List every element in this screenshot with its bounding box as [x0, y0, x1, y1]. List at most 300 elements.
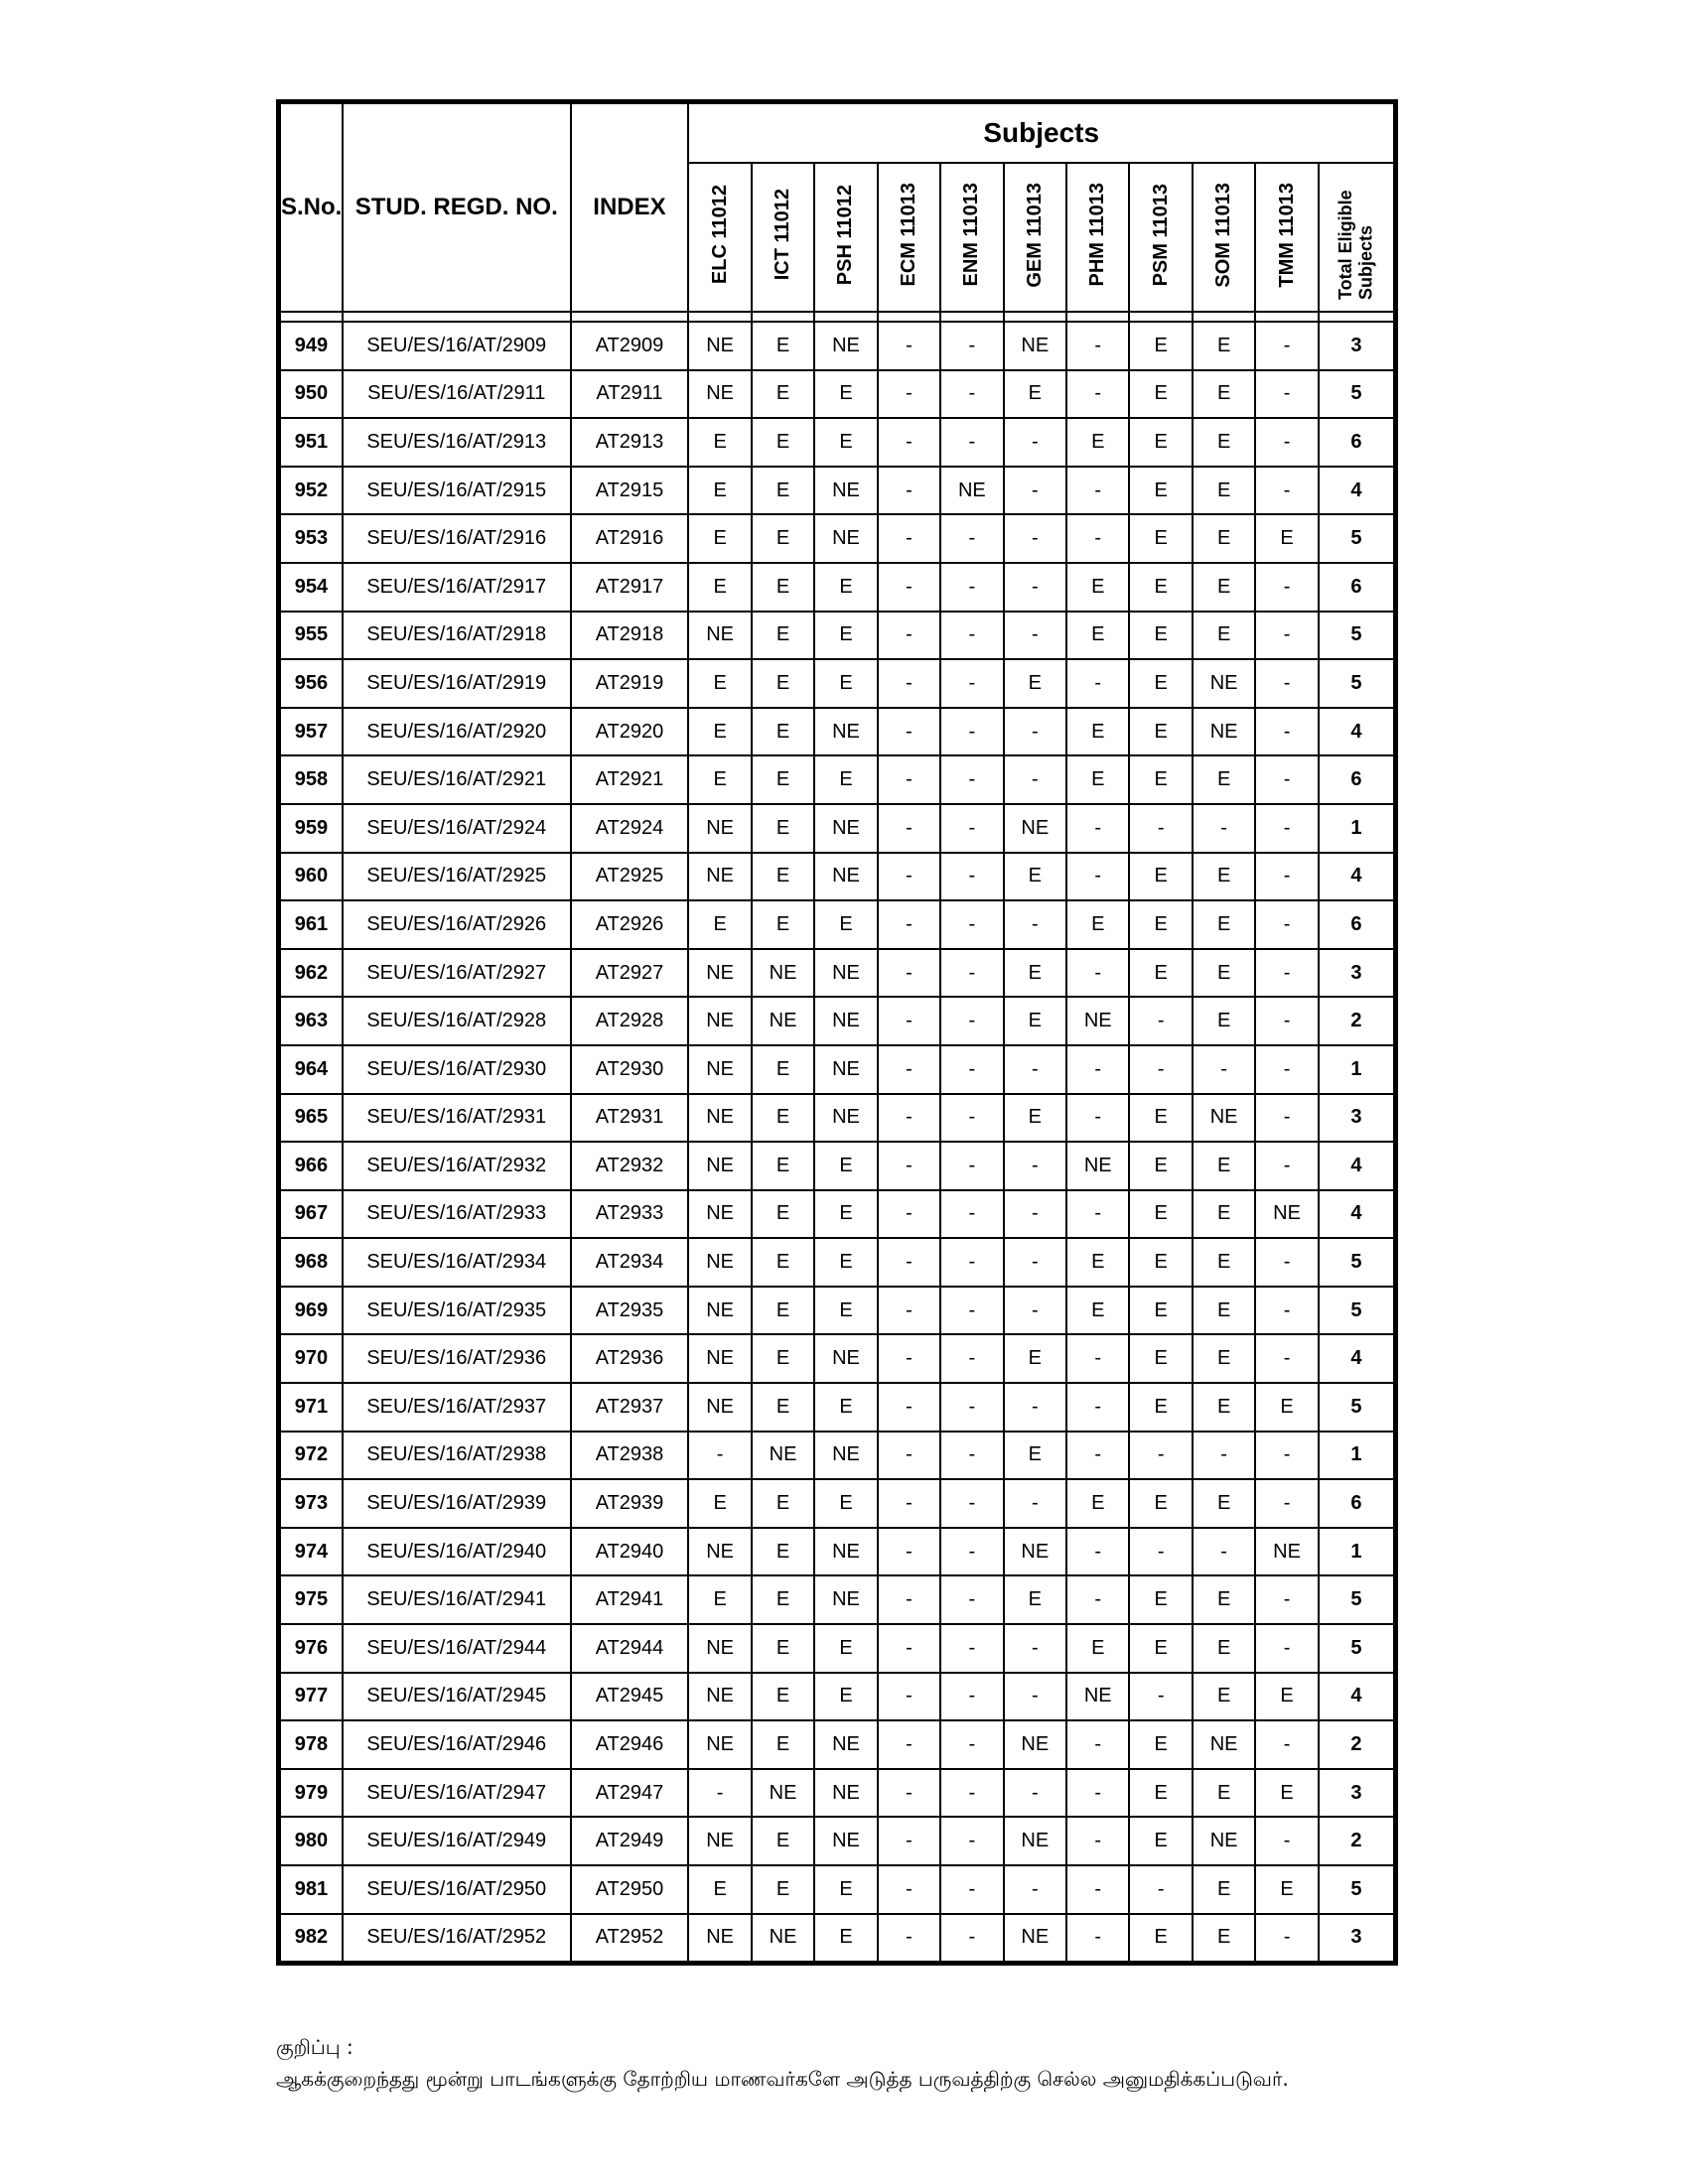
cell-subject-status: NE [814, 1334, 877, 1383]
table-row [279, 853, 1396, 901]
table-row [279, 1142, 1396, 1190]
cell-subject-status: E [1129, 612, 1192, 660]
cell-sno: 982 [279, 1914, 343, 1964]
cell-total-eligible: 4 [1319, 467, 1396, 515]
cell-subject-status: E [1193, 370, 1255, 419]
cell-subject-status: - [1004, 1238, 1066, 1287]
cell-regd-no: SEU/ES/16/AT/2909 [343, 322, 571, 370]
cell-regd-no: SEU/ES/16/AT/2935 [343, 1287, 571, 1335]
cell-index: AT2932 [571, 1142, 689, 1190]
header-subject-label: PHM 11013 [1086, 183, 1109, 287]
cell-subject-status: E [814, 1287, 877, 1335]
cell-subject-status: NE [688, 370, 751, 419]
cell-subject-status: NE [752, 997, 814, 1045]
footnote-label: குறிப்பு : [276, 2035, 353, 2059]
cell-subject-status: - [1004, 1142, 1066, 1190]
cell-subject-status: NE [814, 1769, 877, 1818]
table-row [279, 755, 1396, 804]
cell-subject-status: NE [1004, 1528, 1066, 1576]
cell-subject-status: - [878, 755, 940, 804]
cell-subject-status: - [1066, 659, 1129, 708]
cell-sno: 975 [279, 1575, 343, 1624]
header-subject-gem [1004, 163, 1066, 312]
cell-subject-status: - [1255, 1045, 1318, 1094]
cell-subject-status: E [1255, 1769, 1318, 1818]
cell-regd-no: SEU/ES/16/AT/2925 [343, 853, 571, 901]
cell-subject-status: NE [752, 1432, 814, 1480]
cell-index: AT2952 [571, 1914, 689, 1964]
table-row [279, 1238, 1396, 1287]
table-row [279, 997, 1396, 1045]
cell-sno: 962 [279, 949, 343, 998]
cell-subject-status: - [1004, 418, 1066, 467]
cell-subject-status: E [1193, 467, 1255, 515]
cell-subject-status: E [1129, 949, 1192, 998]
cell-subject-status: E [752, 1094, 814, 1143]
cell-index: AT2926 [571, 900, 689, 949]
cell-subject-status: - [878, 1479, 940, 1528]
cell-subject-status: E [1193, 1190, 1255, 1239]
cell-subject-status: NE [1193, 1720, 1255, 1769]
cell-subject-status: - [878, 1287, 940, 1335]
cell-subject-status: E [1129, 853, 1192, 901]
cell-index: AT2945 [571, 1673, 689, 1721]
cell-subject-status: E [752, 1287, 814, 1335]
table-row [279, 1045, 1396, 1094]
cell-subject-status: E [752, 1045, 814, 1094]
cell-sno: 956 [279, 659, 343, 708]
cell-index: AT2947 [571, 1769, 689, 1818]
cell-subject-status: - [878, 804, 940, 853]
cell-subject-status: - [940, 1624, 1003, 1673]
cell-subject-status: E [752, 612, 814, 660]
header-regd-no: STUD. REGD. NO. [343, 102, 571, 313]
header-subject-phm [1066, 163, 1129, 312]
cell-subject-status: - [1129, 1673, 1192, 1721]
footnote-text: ஆகக்குறைந்தது மூன்று பாடங்களுக்கு தோற்றிய மாணவர்களே அடுத்த பருவத்திற்கு செல்ல அனுமதிக்கப்படுவர். [276, 2067, 1289, 2091]
cell-subject-status: E [814, 612, 877, 660]
cell-subject-status: - [940, 1334, 1003, 1383]
cell-subject-status: NE [814, 949, 877, 998]
cell-subject-status: - [878, 853, 940, 901]
cell-subject-status: - [1066, 1575, 1129, 1624]
cell-subject-status: - [1004, 755, 1066, 804]
cell-subject-status: NE [752, 1914, 814, 1964]
cell-subject-status: E [1193, 1142, 1255, 1190]
cell-subject-status: - [1004, 1673, 1066, 1721]
cell-subject-status: NE [688, 1528, 751, 1576]
cell-subject-status: E [1193, 514, 1255, 563]
cell-subject-status: - [878, 708, 940, 756]
cell-subject-status: NE [814, 1432, 877, 1480]
cell-subject-status: E [752, 1383, 814, 1432]
cell-subject-status: - [940, 1528, 1003, 1576]
cell-subject-status: E [1193, 1238, 1255, 1287]
cell-subject-status: - [940, 322, 1003, 370]
cell-subject-status: E [1129, 514, 1192, 563]
cell-sno: 971 [279, 1383, 343, 1432]
cell-subject-status: - [940, 1045, 1003, 1094]
cell-subject-status: NE [688, 997, 751, 1045]
cell-total-eligible: 5 [1319, 659, 1396, 708]
header-subject-label: ENM 11013 [960, 183, 983, 287]
cell-subject-status: E [814, 1865, 877, 1914]
cell-subject-status: - [1255, 1914, 1318, 1964]
cell-subject-status: - [940, 659, 1003, 708]
cell-subject-status: - [1066, 1914, 1129, 1964]
cell-total-eligible: 4 [1319, 708, 1396, 756]
cell-regd-no: SEU/ES/16/AT/2931 [343, 1094, 571, 1143]
cell-subject-status: - [940, 1238, 1003, 1287]
cell-sno: 960 [279, 853, 343, 901]
cell-subject-status: E [1193, 755, 1255, 804]
cell-regd-no: SEU/ES/16/AT/2921 [343, 755, 571, 804]
cell-subject-status: - [878, 1238, 940, 1287]
cell-total-eligible: 5 [1319, 1865, 1396, 1914]
header-subject-label: ECM 11013 [897, 183, 919, 287]
cell-regd-no: SEU/ES/16/AT/2918 [343, 612, 571, 660]
cell-regd-no: SEU/ES/16/AT/2944 [343, 1624, 571, 1673]
cell-subject-status: E [752, 418, 814, 467]
cell-sno: 974 [279, 1528, 343, 1576]
cell-subject-status: E [1255, 514, 1318, 563]
cell-subject-status: E [688, 563, 751, 612]
cell-sno: 965 [279, 1094, 343, 1143]
cell-subject-status: E [1066, 1287, 1129, 1335]
cell-subject-status: - [1255, 563, 1318, 612]
cell-subject-status: - [1066, 1190, 1129, 1239]
cell-subject-status: - [878, 1720, 940, 1769]
cell-subject-status: E [1129, 418, 1192, 467]
table-header [279, 102, 1396, 323]
cell-subject-status: - [878, 1334, 940, 1383]
table-row [279, 1094, 1396, 1143]
cell-subject-status: NE [814, 708, 877, 756]
cell-subject-status: E [752, 900, 814, 949]
cell-subject-status: NE [1004, 1914, 1066, 1964]
cell-total-eligible: 6 [1319, 418, 1396, 467]
cell-subject-status: - [940, 514, 1003, 563]
cell-subject-status: NE [688, 1673, 751, 1721]
cell-subject-status: NE [1004, 804, 1066, 853]
cell-subject-status: - [940, 418, 1003, 467]
cell-regd-no: SEU/ES/16/AT/2936 [343, 1334, 571, 1383]
cell-sno: 969 [279, 1287, 343, 1335]
cell-subject-status: E [1004, 370, 1066, 419]
cell-total-eligible: 6 [1319, 1479, 1396, 1528]
cell-subject-status: E [814, 659, 877, 708]
cell-index: AT2941 [571, 1575, 689, 1624]
header-total-label: Total Eligible Subjects [1336, 189, 1376, 300]
cell-subject-status: - [1004, 1769, 1066, 1818]
cell-subject-status: E [1129, 467, 1192, 515]
table-row [279, 1865, 1396, 1914]
cell-sno: 970 [279, 1334, 343, 1383]
cell-index: AT2927 [571, 949, 689, 998]
cell-subject-status: - [1255, 1142, 1318, 1190]
cell-index: AT2919 [571, 659, 689, 708]
cell-subject-status: E [752, 1190, 814, 1239]
cell-total-eligible: 6 [1319, 563, 1396, 612]
cell-subject-status: NE [1193, 659, 1255, 708]
cell-subject-status: - [1004, 563, 1066, 612]
cell-subject-status: NE [688, 1914, 751, 1964]
cell-subject-status: E [752, 804, 814, 853]
cell-subject-status: - [940, 1673, 1003, 1721]
cell-subject-status: E [1193, 949, 1255, 998]
cell-sno: 958 [279, 755, 343, 804]
table-row [279, 1624, 1396, 1673]
cell-index: AT2921 [571, 755, 689, 804]
cell-total-eligible: 4 [1319, 1673, 1396, 1721]
cell-subject-status: - [878, 1528, 940, 1576]
table-row [279, 659, 1396, 708]
cell-subject-status: - [1255, 1817, 1318, 1865]
cell-subject-status: - [940, 900, 1003, 949]
cell-subject-status: E [752, 1334, 814, 1383]
cell-subject-status: - [940, 1914, 1003, 1964]
cell-subject-status: E [1004, 659, 1066, 708]
cell-subject-status: NE [752, 949, 814, 998]
cell-regd-no: SEU/ES/16/AT/2911 [343, 370, 571, 419]
cell-subject-status: E [1193, 1383, 1255, 1432]
cell-subject-status: - [1066, 322, 1129, 370]
table-row [279, 1817, 1396, 1865]
cell-subject-status: - [1193, 1045, 1255, 1094]
cell-subject-status: E [1193, 997, 1255, 1045]
cell-subject-status: E [1193, 1865, 1255, 1914]
cell-subject-status: - [878, 563, 940, 612]
table-row [279, 370, 1396, 419]
cell-subject-status: - [940, 1094, 1003, 1143]
cell-subject-status: - [1129, 1865, 1192, 1914]
cell-subject-status: - [878, 1624, 940, 1673]
cell-subject-status: - [878, 949, 940, 998]
cell-sno: 963 [279, 997, 343, 1045]
cell-subject-status: E [1004, 1575, 1066, 1624]
table-row [279, 1528, 1396, 1576]
cell-subject-status: E [1193, 1575, 1255, 1624]
cell-subject-status: - [878, 370, 940, 419]
cell-total-eligible: 6 [1319, 900, 1396, 949]
cell-subject-status: - [878, 1865, 940, 1914]
cell-subject-status: E [752, 322, 814, 370]
cell-subject-status: - [1255, 853, 1318, 901]
cell-subject-status: E [1129, 1238, 1192, 1287]
cell-subject-status: NE [814, 1575, 877, 1624]
cell-subject-status: NE [1193, 1817, 1255, 1865]
cell-subject-status: E [814, 1673, 877, 1721]
cell-subject-status: E [688, 467, 751, 515]
cell-index: AT2913 [571, 418, 689, 467]
cell-subject-status: E [1129, 708, 1192, 756]
cell-subject-status: E [752, 467, 814, 515]
cell-subject-status: E [1066, 708, 1129, 756]
cell-subject-status: - [1129, 1045, 1192, 1094]
cell-subject-status: NE [688, 949, 751, 998]
cell-subject-status: E [1129, 1190, 1192, 1239]
cell-subject-status: E [688, 1479, 751, 1528]
cell-index: AT2915 [571, 467, 689, 515]
cell-subject-status: - [1129, 1432, 1192, 1480]
table-row [279, 1334, 1396, 1383]
cell-subject-status: NE [752, 1769, 814, 1818]
cell-subject-status: - [878, 1673, 940, 1721]
cell-subject-status: - [940, 997, 1003, 1045]
cell-subject-status: E [1129, 755, 1192, 804]
cell-subject-status: E [1004, 853, 1066, 901]
cell-subject-status: - [1255, 1287, 1318, 1335]
cell-subject-status: E [688, 708, 751, 756]
cell-sno: 954 [279, 563, 343, 612]
cell-subject-status: E [752, 1238, 814, 1287]
cell-subject-status: - [1004, 1624, 1066, 1673]
table-row [279, 418, 1396, 467]
header-sno: S.No. [279, 102, 343, 313]
cell-subject-status: E [1004, 1334, 1066, 1383]
header-total-eligible [1319, 163, 1396, 312]
cell-subject-status: - [1255, 755, 1318, 804]
header-separator [279, 312, 1396, 322]
cell-subject-status: E [1193, 322, 1255, 370]
cell-subject-status: E [1193, 612, 1255, 660]
cell-index: AT2949 [571, 1817, 689, 1865]
cell-subject-status: NE [1066, 1142, 1129, 1190]
cell-subject-status: - [878, 900, 940, 949]
header-subject-label: PSM 11013 [1149, 183, 1172, 287]
table-row [279, 563, 1396, 612]
cell-regd-no: SEU/ES/16/AT/2913 [343, 418, 571, 467]
cell-subject-status: E [814, 1624, 877, 1673]
cell-subject-status: E [1129, 900, 1192, 949]
cell-subject-status: - [1066, 804, 1129, 853]
header-subject-elc [688, 163, 751, 312]
cell-sno: 968 [279, 1238, 343, 1287]
cell-subject-status: E [1066, 1624, 1129, 1673]
cell-subject-status: - [688, 1769, 751, 1818]
cell-subject-status: NE [688, 1094, 751, 1143]
cell-subject-status: - [878, 1914, 940, 1964]
cell-subject-status: - [940, 370, 1003, 419]
cell-sno: 955 [279, 612, 343, 660]
cell-subject-status: - [1255, 1479, 1318, 1528]
cell-subject-status: NE [814, 804, 877, 853]
cell-subject-status: - [878, 514, 940, 563]
cell-subject-status: E [1129, 563, 1192, 612]
cell-subject-status: - [878, 1142, 940, 1190]
cell-subject-status: E [1129, 1479, 1192, 1528]
cell-index: AT2920 [571, 708, 689, 756]
cell-total-eligible: 5 [1319, 514, 1396, 563]
cell-subject-status: - [1255, 370, 1318, 419]
cell-subject-status: - [1066, 370, 1129, 419]
cell-subject-status: E [1129, 1142, 1192, 1190]
cell-index: AT2934 [571, 1238, 689, 1287]
cell-sno: 951 [279, 418, 343, 467]
table-row [279, 1287, 1396, 1335]
cell-subject-status: - [1066, 853, 1129, 901]
cell-subject-status: NE [1066, 1673, 1129, 1721]
results-sheet [276, 99, 1398, 1966]
cell-sno: 980 [279, 1817, 343, 1865]
cell-index: AT2937 [571, 1383, 689, 1432]
cell-regd-no: SEU/ES/16/AT/2946 [343, 1720, 571, 1769]
cell-subject-status: E [1129, 1575, 1192, 1624]
cell-subject-status: - [940, 1287, 1003, 1335]
cell-total-eligible: 1 [1319, 1528, 1396, 1576]
table-row [279, 900, 1396, 949]
cell-subject-status: E [1193, 1287, 1255, 1335]
cell-regd-no: SEU/ES/16/AT/2924 [343, 804, 571, 853]
cell-subject-status: E [1129, 1094, 1192, 1143]
cell-subject-status: E [688, 514, 751, 563]
cell-index: AT2928 [571, 997, 689, 1045]
cell-subject-status: - [1066, 1865, 1129, 1914]
cell-subject-status: E [1004, 1432, 1066, 1480]
cell-subject-status: - [878, 659, 940, 708]
cell-subject-status: - [1066, 1817, 1129, 1865]
cell-subject-status: E [752, 659, 814, 708]
cell-subject-status: - [1255, 1432, 1318, 1480]
cell-subject-status: NE [688, 1287, 751, 1335]
cell-regd-no: SEU/ES/16/AT/2915 [343, 467, 571, 515]
cell-subject-status: - [1255, 804, 1318, 853]
cell-subject-status: NE [814, 1094, 877, 1143]
table-row [279, 804, 1396, 853]
cell-regd-no: SEU/ES/16/AT/2947 [343, 1769, 571, 1818]
cell-subject-status: E [752, 1817, 814, 1865]
cell-regd-no: SEU/ES/16/AT/2945 [343, 1673, 571, 1721]
cell-sno: 949 [279, 322, 343, 370]
cell-subject-status: E [752, 755, 814, 804]
cell-subject-status: NE [1066, 997, 1129, 1045]
cell-subject-status: NE [688, 1383, 751, 1432]
cell-subject-status: E [1255, 1383, 1318, 1432]
cell-subject-status: - [940, 1817, 1003, 1865]
cell-subject-status: E [752, 1575, 814, 1624]
cell-subject-status: NE [688, 1045, 751, 1094]
cell-subject-status: - [878, 1575, 940, 1624]
cell-subject-status: - [1004, 612, 1066, 660]
cell-subject-status: E [752, 563, 814, 612]
cell-regd-no: SEU/ES/16/AT/2920 [343, 708, 571, 756]
cell-total-eligible: 2 [1319, 1817, 1396, 1865]
cell-subject-status: E [752, 708, 814, 756]
header-subject-tmm [1255, 163, 1318, 312]
cell-subject-status: NE [1193, 1094, 1255, 1143]
cell-subject-status: E [1193, 563, 1255, 612]
cell-subject-status: E [1129, 1383, 1192, 1432]
cell-index: AT2946 [571, 1720, 689, 1769]
cell-subject-status: NE [688, 612, 751, 660]
cell-subject-status: - [1066, 1769, 1129, 1818]
cell-subject-status: - [878, 1094, 940, 1143]
cell-subject-status: E [688, 659, 751, 708]
cell-regd-no: SEU/ES/16/AT/2950 [343, 1865, 571, 1914]
cell-subject-status: NE [688, 853, 751, 901]
cell-total-eligible: 3 [1319, 949, 1396, 998]
cell-subject-status: - [1066, 1045, 1129, 1094]
cell-subject-status: - [1066, 1383, 1129, 1432]
cell-subject-status: - [1255, 1334, 1318, 1383]
cell-regd-no: SEU/ES/16/AT/2952 [343, 1914, 571, 1964]
cell-subject-status: E [814, 563, 877, 612]
cell-subject-status: E [1066, 1238, 1129, 1287]
cell-subject-status: E [1193, 1673, 1255, 1721]
cell-regd-no: SEU/ES/16/AT/2930 [343, 1045, 571, 1094]
cell-subject-status: - [878, 418, 940, 467]
cell-index: AT2940 [571, 1528, 689, 1576]
